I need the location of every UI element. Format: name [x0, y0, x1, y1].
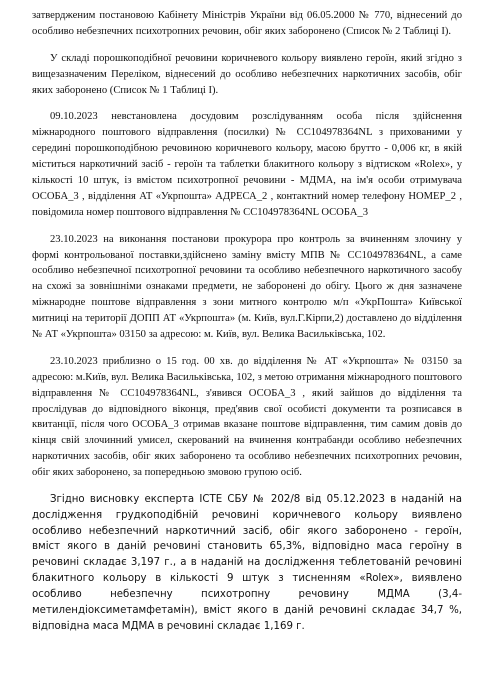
- paragraph-expert-conclusion: Згідно висновку експерта ІСТЕ СБУ № 202/8 від 05.12.2023 в наданій на дослідження грудкоподібній речовині коричневого кольору виявлено особливо небезпечний наркотичний засіб, обіг якого заборонено - героїн, вміст якого в даній речовині становить 65,3%, відповідно маса героїну в речовині складає 3,197 г., а в наданій на дослідження теблетованій речовині блакитного кольору в кількості 9 штук з тисненням «Rolex», виявлено особливо небезпечну психотропну речовину МДМА (3,4-метилендіоксиметамфетамін), вміст якого в даній речовині складає 34,7 %, відповідна маса МДМА в речовині складає 1,169 г.: [32, 494, 462, 632]
- paragraph-heroin-finding: У складі порошкоподібної речовини коричневого кольору виявлено героїн, який згідно з вищезазначеним Переліком, віднесений до особливо небезпечних наркотичних засобів, обіг яких заборонено (Список № 1 Таблиці І).: [32, 52, 462, 96]
- paragraph-continuation: затвердженим постановою Кабінету Міністрів України від 06.05.2000 № 770, віднесений до особливо небезпечних психотропних речовин, обіг яких заборонено (Список № 2 Таблиці І).: [32, 10, 462, 37]
- paragraph-controlled-delivery: 23.10.2023 на виконання постанови прокурора про контроль за вчиненням злочину у формі контрольованої поставки,здійснено заміну вмісту МПВ № CC104978364NL, а саме особливо небезпечної психотропної речовини та особливо небезпечного наркотичного засобу на схожі за зовнішніми ознаками предмети, не заборонені до обігу. Цього ж дня зазначене міжнародне поштове відправлення з зони митного контролю м/п «УкрПошта» Київської митниці на території ДОПП АТ «Укрпошта» (м. Київ, вул.Г.Кірпи,2) доставлено до відділення № АТ «Укрпошта» 03150 за адресою: м. Київ, вул. Велика Васильківська, 102.: [32, 233, 462, 341]
- paragraph-receipt: 23.10.2023 приблизно о 15 год. 00 хв. до відділення № АТ «Укрпошта» № 03150 за адресою: м.Київ, вул. Велика Васильківська, 102, з метою отримання міжнародного поштового відправлення № CC104978364NL, з'явився ОСОБА_3 , який зайшов до відділення та прослідував до відповідного віконця, пред'явив свої особисті документи та розписався в квитанції, після чого ОСОБА_3 отримав вказане поштове відправлення, тим самим довів до кінця свій злочинний умисел, скерований на вчинення контрабанди особливо небезпечних наркотичних засобів, обіг яких заборонено та особливо небезпечних психотропних речовин, обіг яких заборонено, за попередньою змовою групою осіб.: [32, 355, 462, 479]
- paragraph-shipment: 09.10.2023 невстановлена досудовим розслідуванням особа після здійснення міжнародного поштового відправлення (посилки) № CC104978364NL з прихованими у середині порошкоподібною речовиною коричневого кольору, масою брутто - 0,006 кг, в якій міститься наркотичний засіб - героїн та таблетки блакитного кольору з відтиском «Rolex», у кількості 10 штук, із вмістом психотропної речовини - МДМА, на ім'я особи отримувача ОСОБА_3 , відділення АТ «Укрпошта» АДРЕСА_2 , контактний номер телефону НОМЕР_2 , повідомила номер поштового відправлення № CC104978364NL ОСОБА_3: [32, 111, 462, 218]
